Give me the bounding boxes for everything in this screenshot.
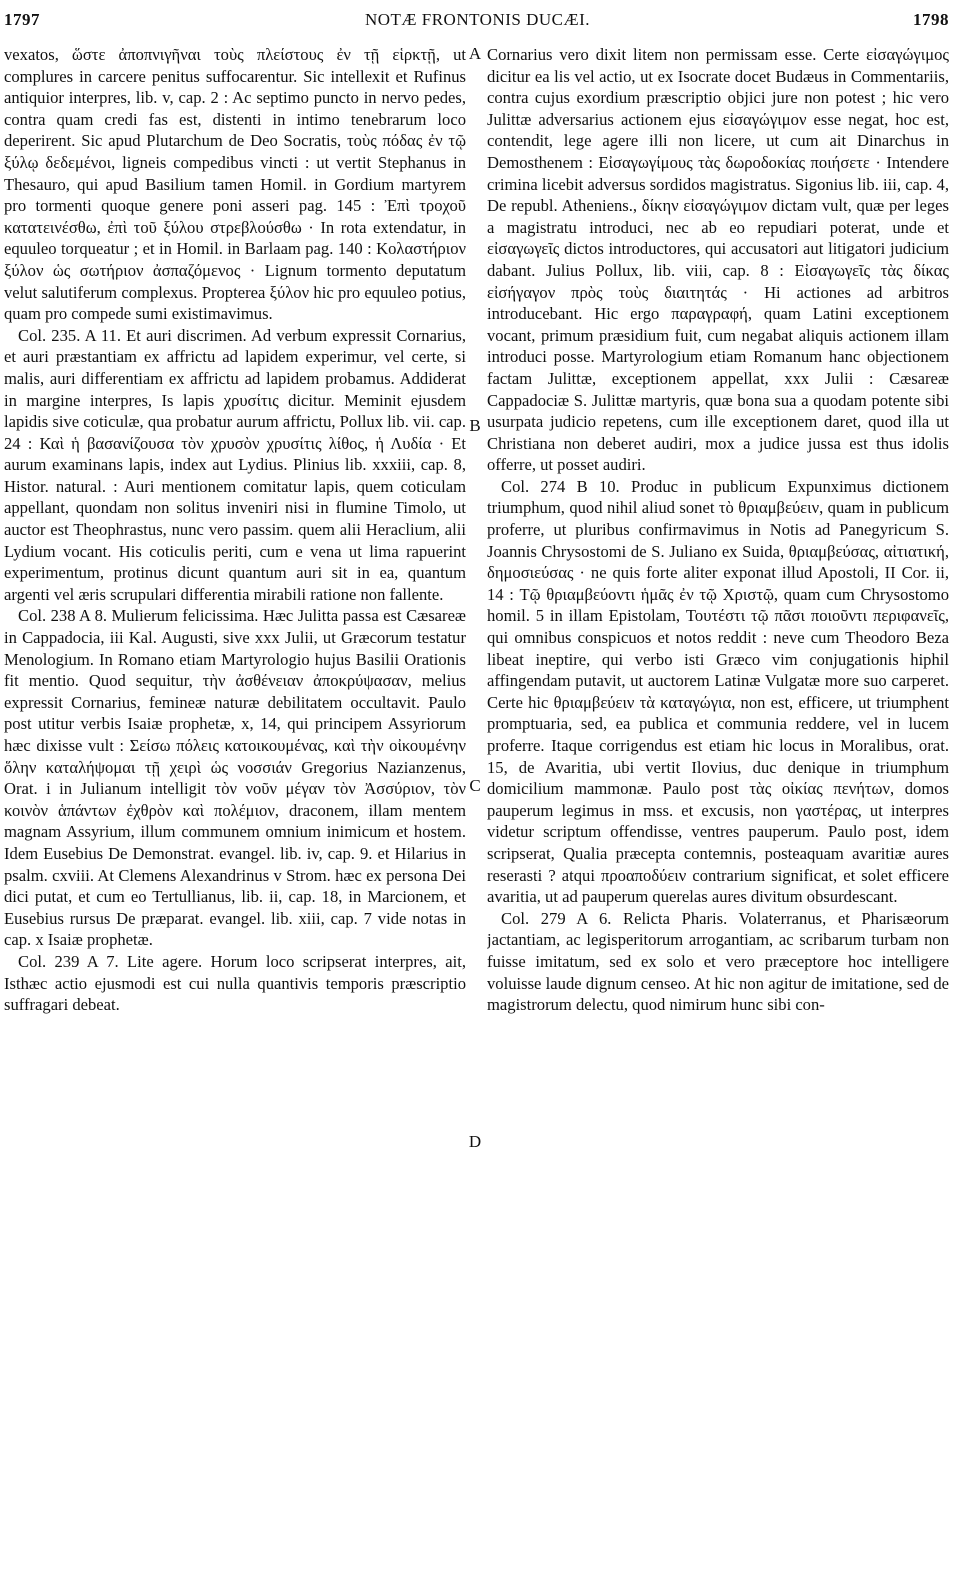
running-header: [0, 10, 955, 38]
paragraph: Col. 238 A 8. Mulierum felicissima. Hæc Julitta passa est Cæsareæ in Cappadocia, iii Kal. Augusti, sive xxx Julii, ut Græcorum testatur Menologium. In Romano etiam Martyrologio hujus Basilii Orationis fit mentio. Quod sequitur, τὴν ἀσθένειαν ἀποκρύψασαν, melius expressit Cornarius, femineæ naturæ debilitatem occultavit. Paulo post utitur verbis Isaiæ prophetæ, x, 14, qui principem Assyriorum hæc dixisse vult : Σείσω πόλεις κατοικουμένας, καὶ τὴν οἰκουμένην ὅλην καταλήψομαι τῇ χειρὶ ὡς νοσσιάν Gregorius Nazianzenus, Orat. i in Julianum intelligit τὸν νοῦν μέγαν τὸν Ἀσσύριον, τὸν κοινὸν ἁπάντων ἐχθρὸν καὶ πολέμιον, draconem, illam mentem magnam Assyrium, illum communem omnium inimicum et hostem. Idem Eusebius De Demonstrat. evangel. lib. iv, cap. 9. et Hilarius in psalm. cxviii. At Clemens Alexandrinus v Strom. hæc ex persona Dei dici putat, et cum eo Tertullianus, lib. ii, cap. 18, in Marcionem, et Eusebius rursus De præparat. evangel. lib. xiii, cap. 7 vide notas in cap. x Isaiæ prophetæ.: [4, 606, 466, 950]
paragraph: Col. 235. A 11. Et auri discrimen. Ad verbum expressit Cornarius, et auri præstantiam ex affrictu ad lapidem experimur, vel certe, si malis, auri differentiam ex affrictu ad lapidem probamus. Addiderat in margine interpres, Is lapis χρυσίτις dicitur. Meminit ejusdem lapidis sive coticulæ, qua probatur aurum affrictu, Pollux lib. vii. cap. 24 : Καὶ ἡ βασανίζουσα τὸν χρυσὸν χρυσίτις λίθος, ἡ Λυδία · Et aurum examinans lapis, index aut Lydius. Plinius lib. xxxiii, cap. 8, Histor. natural. : Auri mentionem comitatur lapis, quem coticulam appellant, quondam non solitus inveniri nisi in flumine Timolo, ut auctor est Theophrastus, nunc vero passim. quem alii Heraclium, alii Lydium vocant. His coticulis periti, cum e vena ut lima rapuerint experimentum, protinus dicunt quantum auri sit in ea, quantum argenti vel æris scrupulari differentia mirabili ratione non fallente.: [4, 325, 466, 604]
left-column: [4, 44, 466, 1572]
paragraph: Cornarius vero dixit litem non permissam esse. Certe εἰσαγώγιμος dicitur ea lis vel actio, ut ex Isocrate docet Budæus in Commentariis, contra cujus exordium præscriptio objici jure non potest ; hic vero Julittæ adversarius actionem ejus εἰσαγώγιμον esse negat, hoc est, contendit, lege agere illi non licere, ut cum ait Dinarchus in Demosthenem : Εἰσαγωγίμους τὰς δωροδοκίας ποιήσετε · Intendere crimina licebit adversus sordidos magistratus. Sigonius lib. iii, cap. 4, De republ. Atheniens., δίκην εἰσαγώγιμον dictam vult, quæ per leges a magistratu introduci, nec ab eo repudiari poterat, unde et εἰσαγωγεῖς dictos introductores, qui accusatori aut litigatori judicium dabant. Julius Pollux, lib. viii, cap. 8 : Εἰσαγωγεῖς τὰς δίκας εἰσήγαγον πρὸς τοὺς διαιτητάς · Hi actiones ad arbitros introducebant. Hic ergo παραγραφή, quam Latini exceptionem vocant, primum præsidium fuit, cum negabat aliquis actionem illam introduci posse. Martyrologium etiam Romanum hanc objectionem factam Julittæ, exceptionem appellat, xxx Julii : Cæsareæ Cappadociæ S. Julittæ martyris, quæ bona sua a quodam potente sibi usurpata judicio repetens, cum ille exceptionem daret, quod illa ut Christiana non deberet audiri, mox a judice jussa est thus idolis offerre, ut posset audiri.: [487, 45, 949, 475]
section-marker-c: C: [469, 776, 481, 795]
section-marker-d: D: [468, 1132, 482, 1151]
right-column-number: 1798: [913, 10, 949, 29]
running-title: NOTÆ FRONTONIS DUCÆI.: [364, 10, 591, 29]
paragraph: vexatos, ὥστε ἀποπνιγῆναι τοὺς πλείστους ἐν τῇ εἱρκτῇ, ut complures in carcere penitus suffocarentur. Sic intellexit et Rufinus antiquior interpres, lib. v, cap. 2 : Ac septimo puncto in nervo pedes, contra quam credi fas est, distenti in intimo tenebrarum loco deperirent. Sic apud Plutarchum de Deo Socratis, τοὺς πόδας ἐν τῷ ξύλῳ δεδεμένοι, ligneis compedibus vincti : ut vertit Stephanus in Thesauro, qui apud Basilium tamen Homil. in Gordium martyrem pro tormenti quoque genere poni asseri pag. 145 : Ἐπὶ τροχοῦ κατατεινέσθω, ἐπὶ τοῦ ξύλου στρεβλούσθω · In rota extendatur, in equuleo torqueatur ; et in Homil. in Barlaam pag. 140 : Κολαστήριον ξύλον ὡς σωτήριον ἀσπαζόμενος · Lignum tormento deputatum velut salutiferum complexus. Propterea ξύλον hic pro equuleo potius, quam pro compede sumi existimavimus.: [4, 45, 466, 324]
paragraph: Col. 279 A 6. Relicta Pharis. Volaterranus, et Pharisæorum jactantiam, ac legisperitorum arrogantiam, ac scribarum turbam non fuisse imitatum, sed ex solo et vero præceptore hoc intelligere voluisse laude dignum censeo. At hic non agitur de imitatione, sed de magistrorum delectu, quod nimirum hunc sibi con-: [487, 908, 949, 1015]
section-marker-a: A: [468, 44, 482, 63]
left-column-number: 1797: [4, 10, 40, 29]
paragraph: Col. 239 A 7. Lite agere. Horum loco scripserat interpres, ait, Isthæc actio ejusmodi est cui nulla quantivis temporis præscriptio suffragari debeat.: [4, 951, 466, 1015]
section-marker-b: B: [469, 416, 481, 435]
right-column: [487, 44, 949, 1572]
paragraph: Col. 274 B 10. Produc in publicum Expunximus dictionem triumphum, quod nihil aliud sonet τὸ θριαμβεύειν, quam in publicum proferre, ut pluribus confirmavimus in Notis ad Panegyricum S. Joannis Chrysostomi de S. Juliano ex Suida, θριαμβεύσας, αἰτιατική, δημοσιεύσας · ne quis forte aliter exponat illud Apostoli, II Cor. ii, 14 : Τῷ θριαμβεύοντι ἡμᾶς ἐν τῷ Χριστῷ, quam cum Chrysostomo homil. 5 in illam Epistolam, Τουτέστι τῷ πᾶσι ποιοῦντι περιφανεῖς, qui omnibus conspicuos et notos reddit : neve cum Theodoro Beza libeat ineptire, qui verbo isti Græco vim conjugationis hiphil affingendam putavit, ut auctorem Latinæ Vulgatæ more suo carperet. Certe hic θριαμβεύειν τὰ καταγώγια, non est, efficere, ut triumphent promptuaria, sed, ea publica et communia reddere, vel in lucem proferre. Itaque corrigendus est etiam hic locus in Moralibus, orat. 15, de Avaritia, ubi vertit Ilovius, duc denique in triumphum domicilium mammonæ. Paulo post τὰς οἰκίας πενήτων, domos pauperum legimus in mss. et excusis, non γαστέρας, ut interpres videtur scriptum offendisse, ventres pauperum. Paulo post, idem scripserat, Qualia præcepta contemnis, posteaquam avaritiæ aures reserasti ? atqui προαποδύειν contrarium significat, et solet efficere avaritia, ut ad pauperum querelas aures divitum obsurdescant.: [487, 476, 949, 907]
